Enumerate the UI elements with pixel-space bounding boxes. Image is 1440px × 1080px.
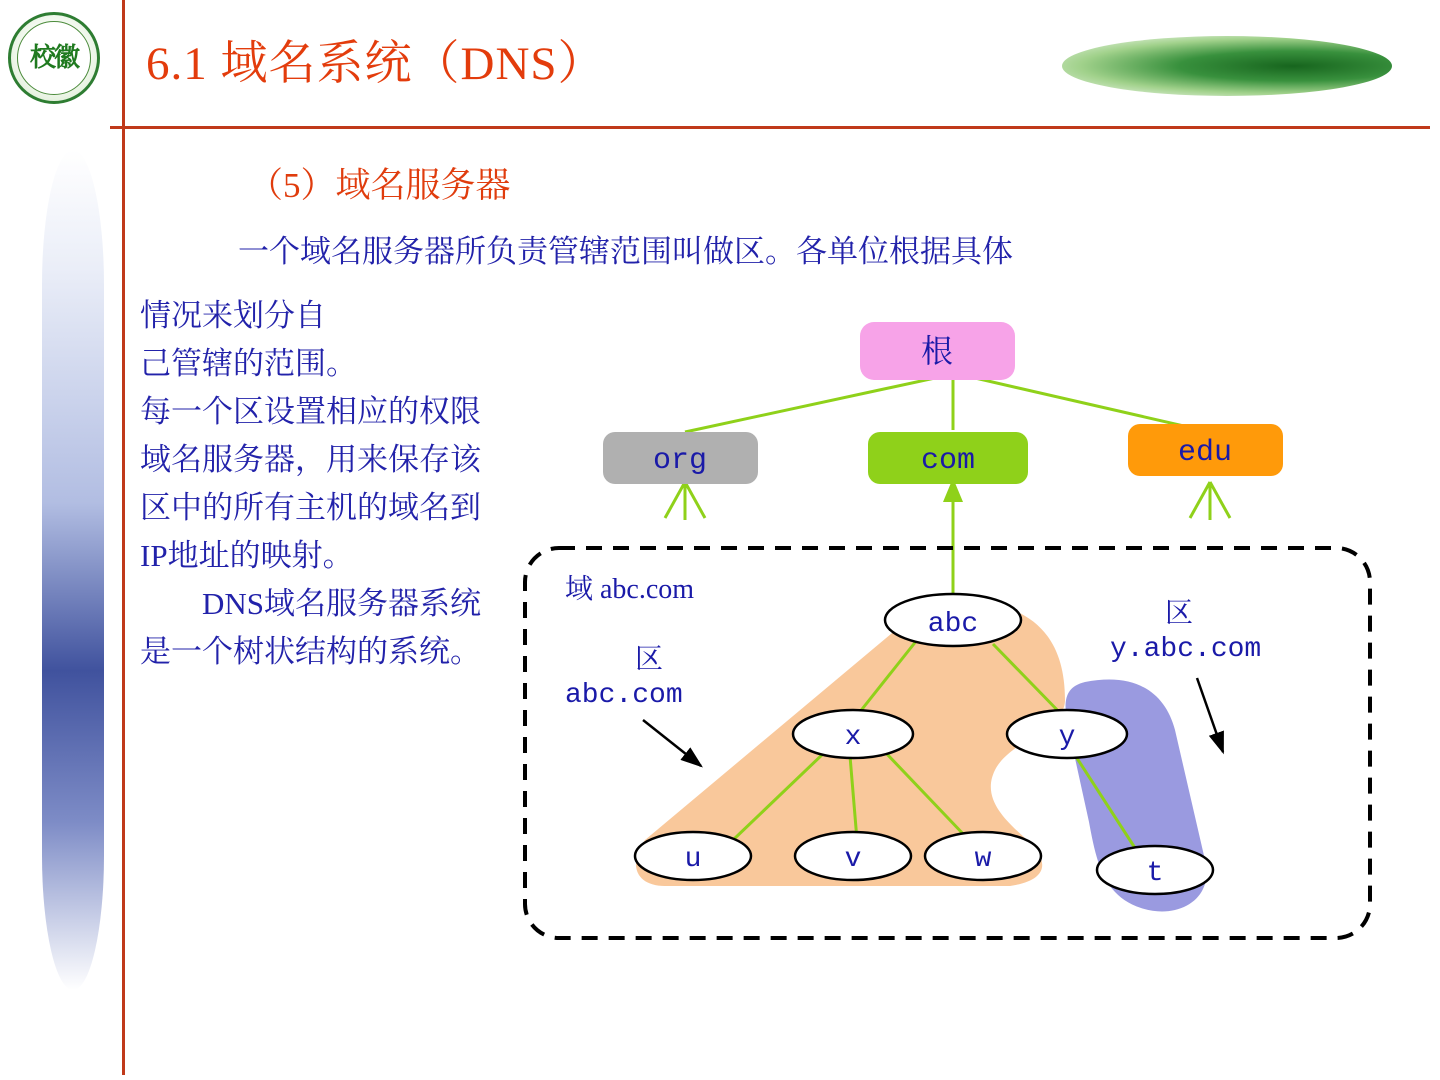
node-u: [635, 832, 751, 880]
node-edu: [1128, 424, 1283, 476]
column-line-1: 情况来划分自: [140, 298, 326, 333]
dns-tree-diagram: [505, 300, 1405, 960]
column-line-2: 己管辖的范围。: [140, 346, 357, 382]
logo-mark: 校徽: [29, 43, 78, 73]
annotation-zone-y-line1: 区: [1165, 598, 1194, 629]
annotation-arrow-zone-y: [1197, 678, 1223, 752]
annotation-zone-abc-line1: 区: [635, 644, 664, 675]
header-horizontal-rule: [110, 126, 1430, 129]
node-root: [860, 322, 1015, 380]
header-vertical-rule: [122, 0, 125, 1075]
svg-text:x: x: [844, 722, 862, 753]
svg-text:t: t: [1146, 858, 1164, 889]
annotation-arrow-zone-abc: [643, 720, 701, 766]
svg-text:y: y: [1058, 722, 1076, 753]
svg-text:根: 根: [920, 333, 954, 369]
svg-text:com: com: [920, 444, 976, 478]
section-subtitle: （5）域名服务器: [248, 166, 511, 205]
column-line-3: 每一个区设置相应的权限域名服务器，用来保存该区中的所有主机的域名到IP地址的映射。: [140, 394, 481, 574]
svg-text:v: v: [844, 844, 862, 875]
left-column-text: [140, 292, 490, 676]
annotation-zone-y-line2: y.abc.com: [1110, 634, 1262, 665]
annotation-domain-abc: 域 abc.com: [565, 574, 695, 605]
tree-edges-top: [685, 378, 1210, 432]
page-title: 6.1 域名系统（DNS）: [146, 38, 606, 90]
intro-paragraph: 一个域名服务器所负责管辖范围叫做区。各单位根据具体: [238, 234, 1013, 269]
university-logo: [8, 12, 100, 104]
node-t: [1097, 846, 1213, 894]
svg-text:edu: edu: [1177, 436, 1233, 470]
column-line-4: DNS域名服务器系统是一个树状结构的系统。: [140, 586, 482, 670]
node-v: [795, 832, 911, 880]
node-w: [925, 832, 1041, 880]
left-decorative-bar: [42, 150, 104, 990]
decorative-green-blob: [1062, 36, 1392, 96]
svg-text:abc: abc: [927, 609, 979, 640]
node-abc: [885, 594, 1021, 646]
slide-header: [0, 0, 1440, 130]
svg-text:u: u: [684, 844, 702, 875]
logo-inner: [17, 21, 91, 95]
node-x: [793, 710, 913, 758]
node-org: [603, 432, 758, 484]
node-y: [1007, 710, 1127, 758]
annotation-zone-abc-line2: abc.com: [565, 680, 683, 711]
node-com: [868, 432, 1028, 484]
svg-text:w: w: [974, 844, 992, 875]
svg-text:org: org: [652, 444, 708, 478]
